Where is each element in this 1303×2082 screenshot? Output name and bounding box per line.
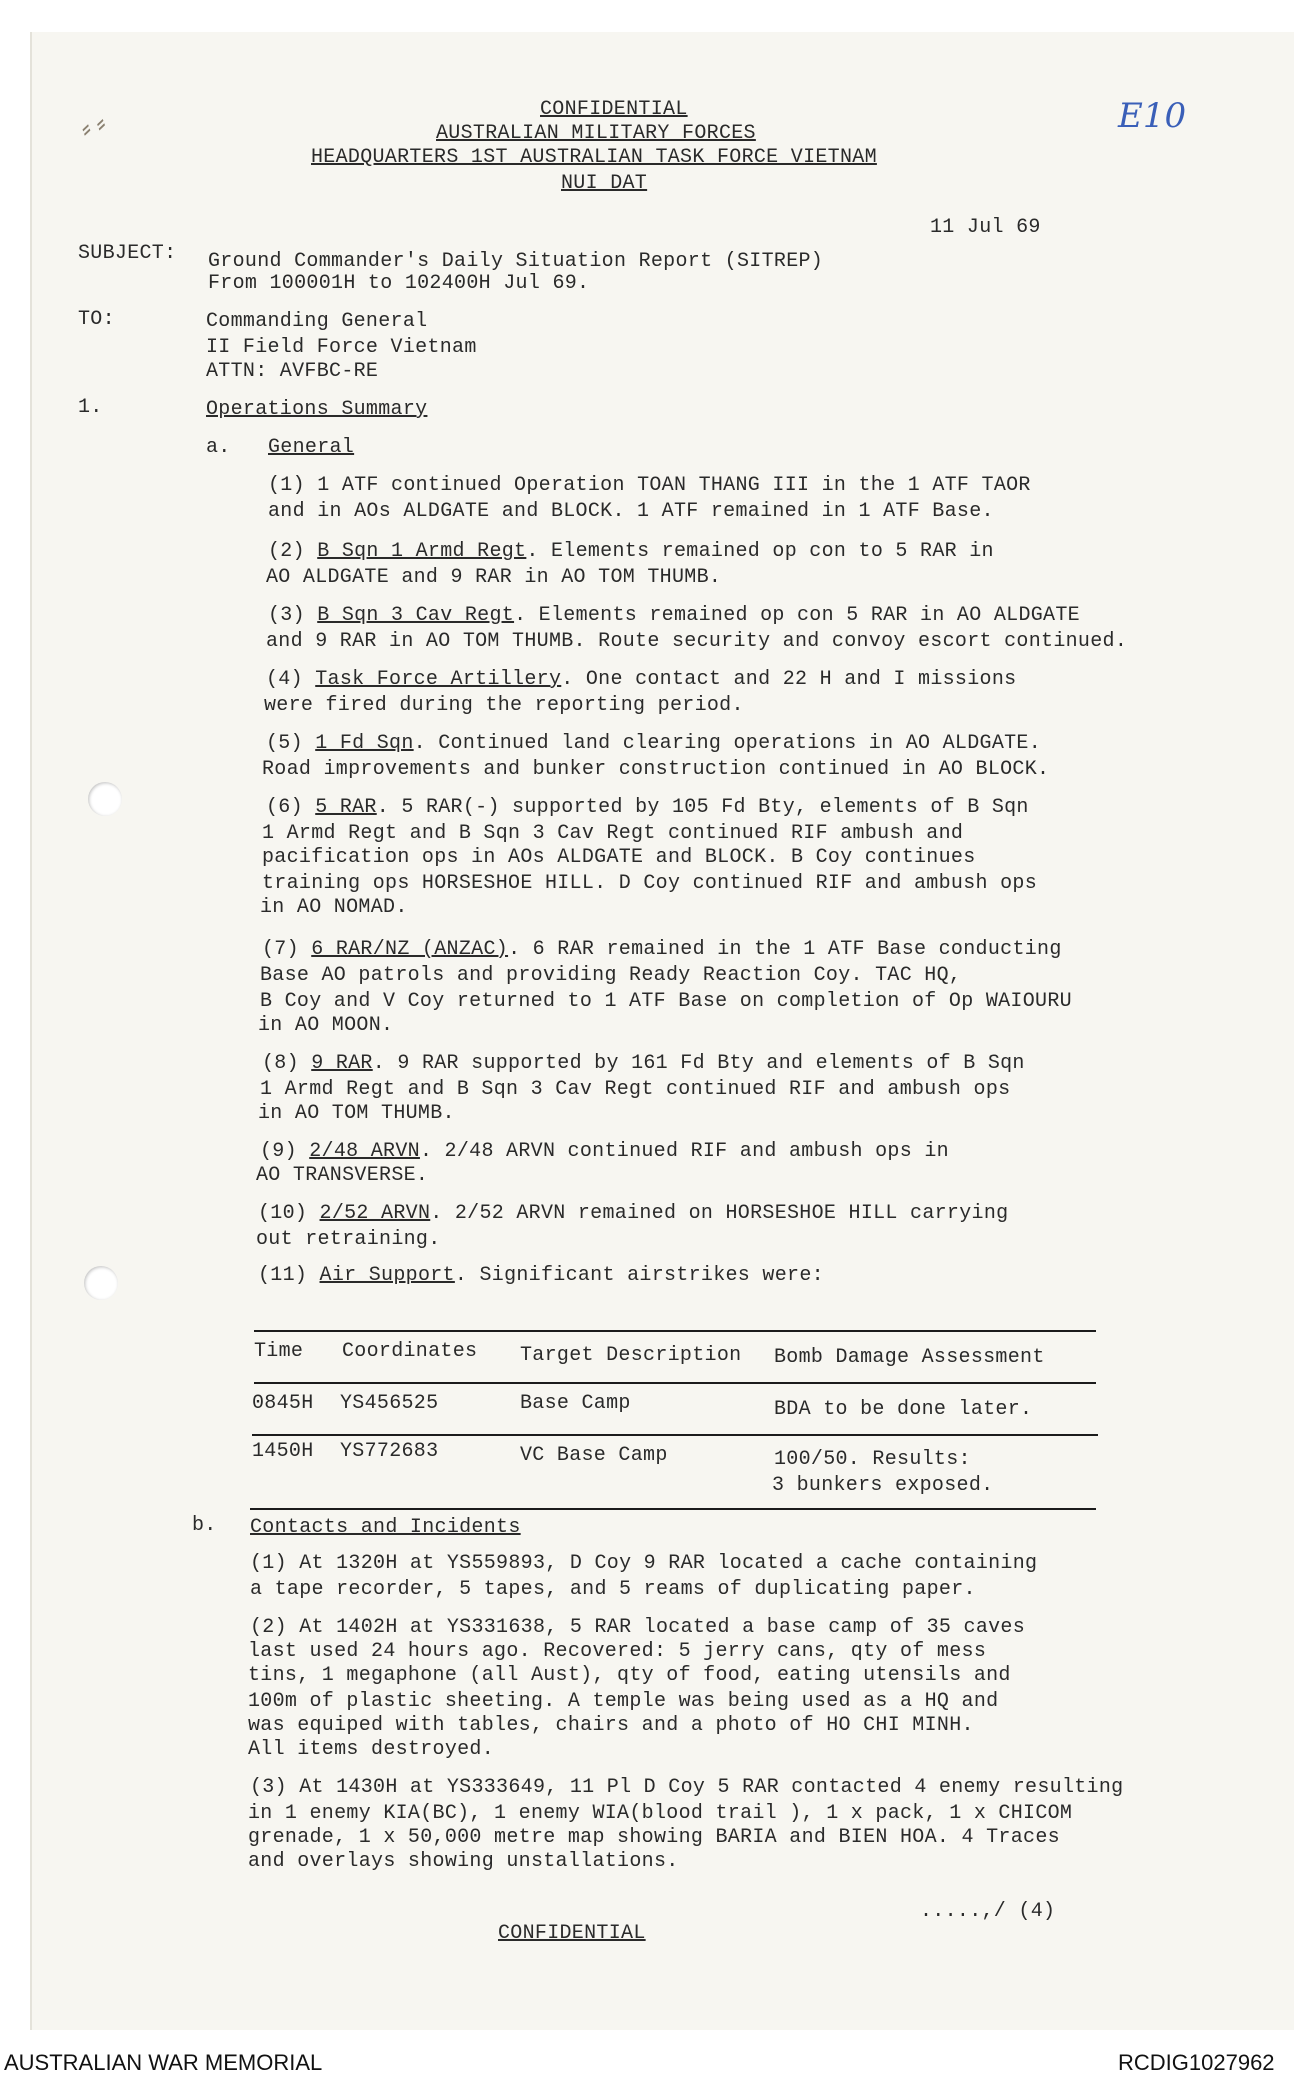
para-7-line-3: B Coy and V Coy returned to 1 ATF Base on completion of Op WAIOURU: [260, 990, 1072, 1013]
contact-1-line-2: a tape recorder, 5 tapes, and 5 reams of duplicating paper.: [250, 1578, 976, 1601]
table-row-1-bda: BDA to be done later.: [774, 1398, 1033, 1421]
para-5: [266, 732, 1041, 755]
para-6-line-3: pacification ops in AOs ALDGATE and BLOCK. B Coy continues: [262, 846, 976, 869]
para-text: . 2/52 ARVN remained on HORSESHOE HILL carrying: [430, 1202, 1009, 1225]
to-line-2: II Field Force Vietnam: [206, 336, 477, 359]
contact-num: (2): [250, 1616, 287, 1639]
para-num: (7): [262, 938, 299, 961]
para-6-line-2: 1 Armd Regt and B Sqn 3 Cav Regt continued RIF ambush and: [262, 822, 964, 845]
para-4: [266, 668, 1016, 691]
contact-2-line-5: was equiped with tables, chairs and a photo of HO CHI MINH.: [248, 1714, 974, 1737]
para-num: (5): [266, 732, 303, 755]
para-heading: 5 RAR: [315, 796, 377, 819]
to-label: TO:: [78, 308, 115, 331]
contact-2-line-4: 100m of plastic sheeting. A temple was being used as a HQ and: [248, 1690, 999, 1713]
para-text: . 2/48 ARVN continued RIF and ambush ops in: [419, 1140, 949, 1163]
contact-3-line-4: and overlays showing unstallations.: [248, 1850, 679, 1873]
continuation-marker: .....,/ (4): [920, 1900, 1056, 1923]
table-row-1-coord: YS456525: [340, 1392, 439, 1415]
subject-line-2: From 100001H to 102400H Jul 69.: [208, 272, 590, 295]
para-2: [268, 540, 994, 563]
para-num: (8): [262, 1052, 299, 1075]
table-row-1-target: Base Camp: [520, 1392, 631, 1415]
para-text: . 9 RAR supported by 161 Fd Bty and elements of B Sqn: [372, 1052, 1025, 1075]
to-line-1: Commanding General: [206, 310, 428, 333]
table-row-1-time: 0845H: [252, 1392, 314, 1415]
classification-bottom: CONFIDENTIAL: [498, 1922, 646, 1945]
para-heading: 6 RAR/NZ (ANZAC): [311, 938, 509, 961]
para-num: (11): [258, 1264, 308, 1287]
para-num: (6): [266, 796, 303, 819]
para-8-line-2: 1 Armd Regt and B Sqn 3 Cav Regt continued RIF and ambush ops: [260, 1078, 1011, 1101]
table-rule-header: [254, 1382, 1096, 1384]
contacts-title: Contacts and Incidents: [250, 1516, 521, 1539]
classification-top: CONFIDENTIAL: [540, 98, 688, 121]
document-date: 11 Jul 69: [930, 216, 1041, 239]
para-6-line-4: training ops HORSESHOE HILL. D Coy continued RIF and ambush ops: [262, 872, 1038, 895]
para-11: [258, 1264, 824, 1287]
contact-1: [250, 1552, 1037, 1575]
document-stamp: E10: [1118, 96, 1187, 136]
contact-2-line-6: All items destroyed.: [248, 1738, 495, 1761]
footer-id: RCDIG1027962: [1118, 2050, 1275, 2075]
contact-3-line-3: grenade, 1 x 50,000 metre map showing BARIA and BIEN HOA. 4 Traces: [248, 1826, 1060, 1849]
contact-text: At 1402H at YS331638, 5 RAR located a base camp of 35 caves: [299, 1616, 1026, 1639]
para-text: 1 ATF continued Operation TOAN THANG III in the 1 ATF TAOR: [317, 474, 1031, 497]
section-title: Operations Summary: [206, 398, 428, 421]
table-row-2-time: 1450H: [252, 1440, 314, 1463]
table-header-time: Time: [254, 1340, 304, 1363]
para-9: [260, 1140, 949, 1163]
table-row-2-bda-line-2: 3 bunkers exposed.: [772, 1474, 994, 1497]
contact-num: (1): [250, 1552, 287, 1575]
para-num: (2): [268, 540, 305, 563]
para-text: . 6 RAR remained in the 1 ATF Base conducting: [508, 938, 1062, 961]
table-row-2-coord: YS772683: [340, 1440, 439, 1463]
contact-2: [250, 1616, 1025, 1639]
para-heading: 9 RAR: [311, 1052, 373, 1075]
para-1-line-2: and in AOs ALDGATE and BLOCK. 1 ATF remained in 1 ATF Base.: [268, 500, 994, 523]
para-num: (1): [268, 474, 305, 497]
para-text: . Significant airstrikes were:: [454, 1264, 824, 1287]
para-7-line-2: Base AO patrols and providing Ready Reaction Coy. TAC HQ,: [260, 964, 962, 987]
para-text: . 5 RAR(-) supported by 105 Fd Bty, elements of B Sqn: [376, 796, 1029, 819]
table-header-bda: Bomb Damage Assessment: [774, 1346, 1045, 1369]
para-2-line-2: AO ALDGATE and 9 RAR in AO TOM THUMB.: [266, 566, 722, 589]
para-heading: Air Support: [319, 1264, 455, 1287]
para-text: . Elements remained op con 5 RAR in AO ALDGATE: [514, 604, 1080, 627]
contact-text: At 1320H at YS559893, D Coy 9 RAR located a cache containing: [299, 1552, 1038, 1575]
para-9-line-2: AO TRANSVERSE.: [256, 1164, 429, 1187]
contact-num: (3): [250, 1776, 287, 1799]
pencil-mark: ⸗⸗: [73, 107, 114, 147]
para-10-line-2: out retraining.: [256, 1228, 441, 1251]
contact-2-line-3: tins, 1 megaphone (all Aust), qty of food, eating utensils and: [248, 1664, 1011, 1687]
table-rule-top: [254, 1330, 1096, 1332]
punch-hole-top: [88, 782, 122, 816]
para-1: [268, 474, 1031, 497]
para-heading: 1 Fd Sqn: [315, 732, 414, 755]
para-heading: Task Force Artillery: [315, 668, 562, 691]
table-row-2-target: VC Base Camp: [520, 1444, 668, 1467]
para-num: (3): [268, 604, 305, 627]
para-num: (9): [260, 1140, 297, 1163]
table-header-coordinates: Coordinates: [342, 1340, 478, 1363]
table-row-2-bda-line-1: 100/50. Results:: [774, 1448, 971, 1471]
para-heading: 2/48 ARVN: [309, 1140, 420, 1163]
contact-3-line-2: in 1 enemy KIA(BC), 1 enemy WIA(blood trail ), 1 x pack, 1 x CHICOM: [248, 1802, 1073, 1825]
header-line-2: HEADQUARTERS 1ST AUSTRALIAN TASK FORCE VIETNAM: [311, 146, 877, 169]
table-header-target: Target Description: [520, 1344, 742, 1367]
section-number: 1.: [78, 396, 103, 419]
para-heading: B Sqn 1 Armd Regt: [317, 540, 527, 563]
para-num: (10): [258, 1202, 308, 1225]
contact-3: [250, 1776, 1123, 1799]
general-label: a.: [206, 436, 231, 459]
para-8: [262, 1052, 1025, 1075]
contacts-label: b.: [192, 1514, 217, 1537]
para-3: [268, 604, 1080, 627]
contact-text: At 1430H at YS333649, 11 Pl D Coy 5 RAR contacted 4 enemy resulting: [299, 1776, 1124, 1799]
para-text: . Continued land clearing operations in AO ALDGATE.: [413, 732, 1042, 755]
subject-line-1: Ground Commander's Daily Situation Report (SITREP): [208, 250, 824, 273]
para-text: . One contact and 22 H and I missions: [561, 668, 1017, 691]
para-6-line-5: in AO NOMAD.: [260, 896, 408, 919]
para-7-line-4: in AO MOON.: [258, 1014, 394, 1037]
contact-2-line-2: last used 24 hours ago. Recovered: 5 jerry cans, qty of mess: [248, 1640, 987, 1663]
para-3-line-2: and 9 RAR in AO TOM THUMB. Route security and convoy escort continued.: [266, 630, 1128, 653]
table-rule-mid: [252, 1434, 1098, 1436]
para-7: [262, 938, 1062, 961]
table-rule-bottom: [250, 1508, 1096, 1510]
para-5-line-2: Road improvements and bunker construction continued in AO BLOCK.: [262, 758, 1050, 781]
para-num: (4): [266, 668, 303, 691]
para-text: . Elements remained op con to 5 RAR in: [526, 540, 994, 563]
header-line-1: AUSTRALIAN MILITARY FORCES: [436, 122, 756, 145]
subject-label: SUBJECT:: [78, 242, 177, 265]
general-title: General: [268, 436, 355, 459]
para-6: [266, 796, 1029, 819]
punch-hole-bottom: [84, 1266, 118, 1300]
para-4-line-2: were fired during the reporting period.: [264, 694, 744, 717]
footer-source: AUSTRALIAN WAR MEMORIAL: [4, 2050, 323, 2075]
to-line-3: ATTN: AVFBC-RE: [206, 360, 379, 383]
para-8-line-3: in AO TOM THUMB.: [258, 1102, 455, 1125]
para-heading: 2/52 ARVN: [319, 1202, 431, 1225]
header-line-3: NUI DAT: [561, 172, 648, 195]
para-heading: B Sqn 3 Cav Regt: [317, 604, 515, 627]
para-10: [258, 1202, 1008, 1225]
